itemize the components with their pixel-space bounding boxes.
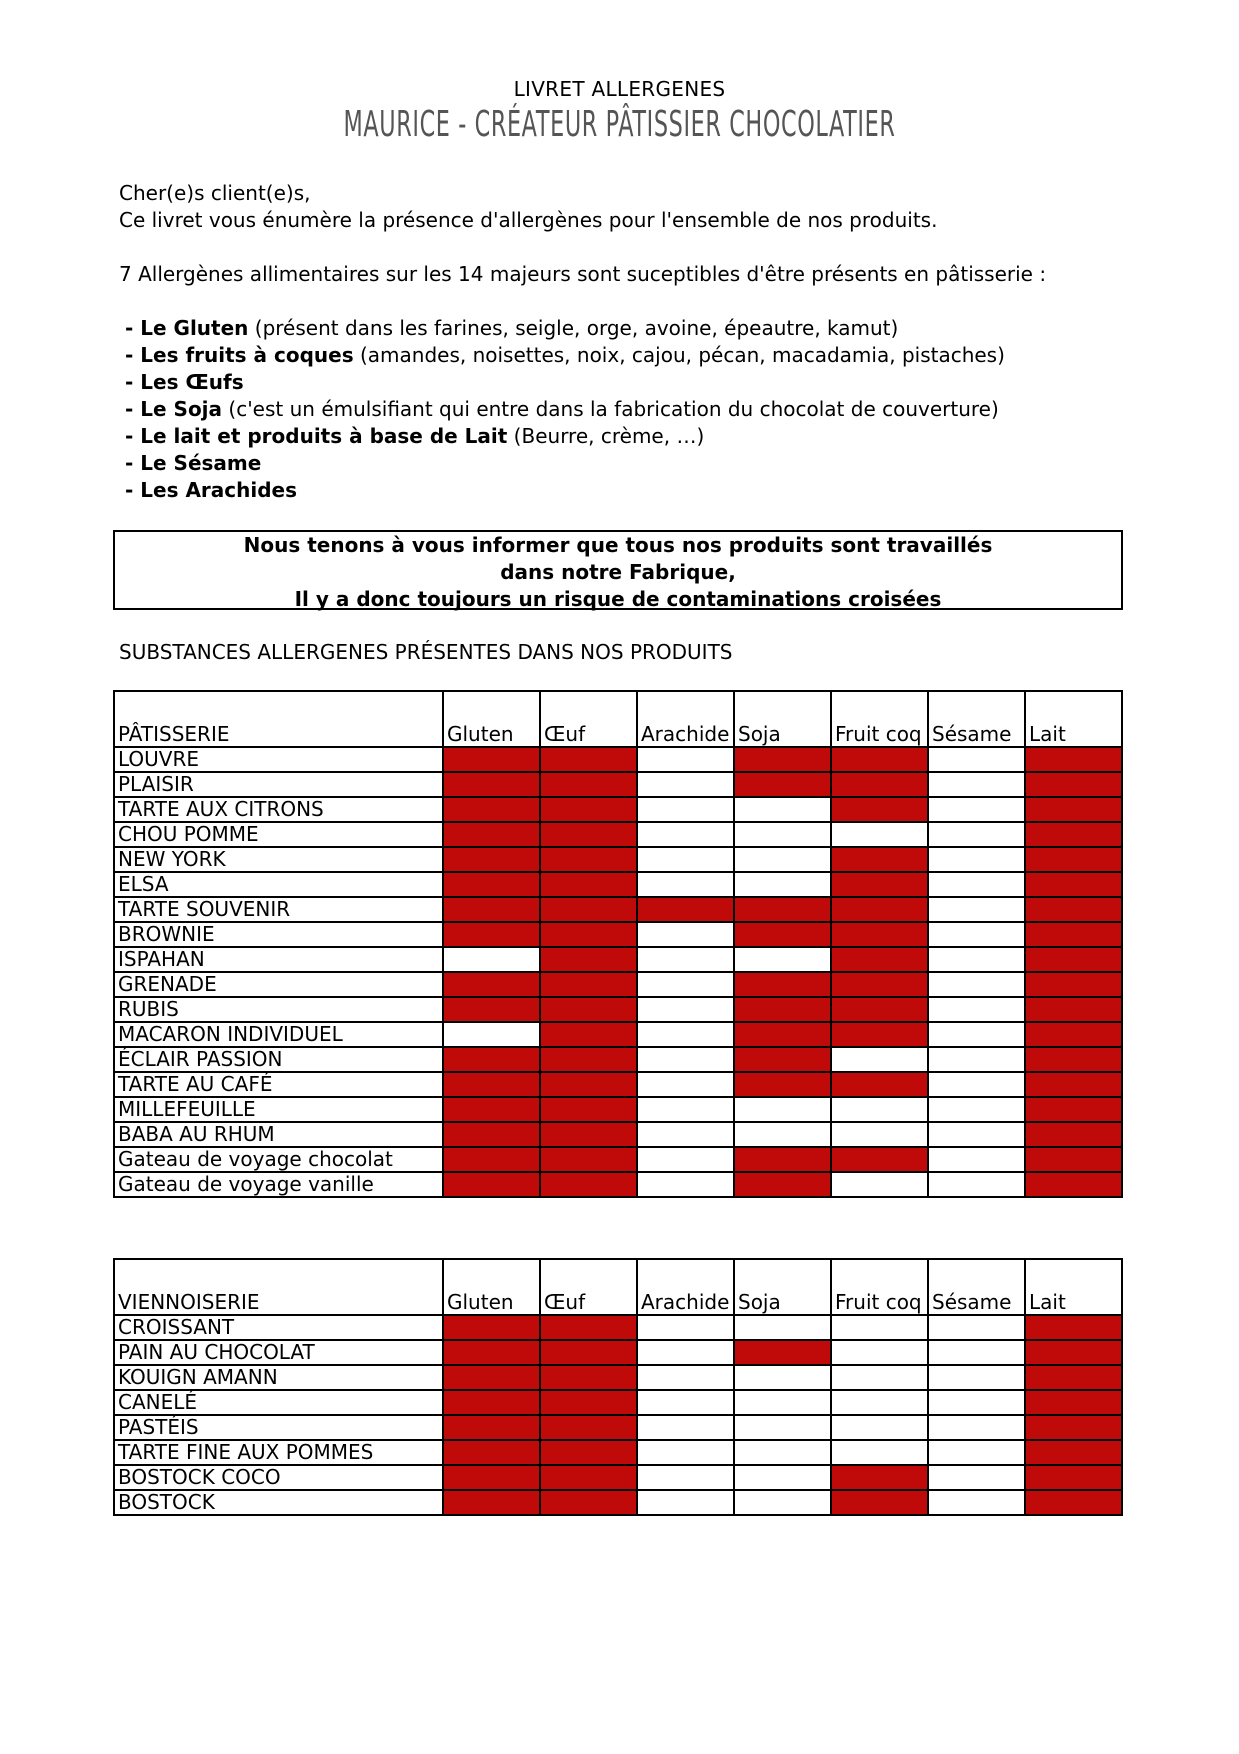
allergen-present-cell (831, 947, 928, 972)
allergen-absent-cell (734, 1097, 831, 1122)
allergen-present-cell (540, 1490, 637, 1515)
list-item: - Le Gluten (présent dans les farines, seigle, orge, avoine, épeautre, kamut) (125, 316, 899, 340)
table-row (114, 1490, 1122, 1515)
allergen-present-cell (443, 1172, 540, 1197)
allergen-present-cell (831, 1490, 928, 1515)
product-name: GRENADE (114, 972, 443, 997)
allergen-present-cell (1025, 972, 1122, 997)
allergen-present-cell (1025, 1415, 1122, 1440)
allergen-present-cell (1025, 1490, 1122, 1515)
table-row (114, 1147, 1122, 1172)
allergen-absent-cell (637, 747, 734, 772)
allergen-absent-cell (928, 897, 1025, 922)
allergen-absent-cell (637, 997, 734, 1022)
allergen-present-cell (540, 1465, 637, 1490)
allergen-absent-cell (637, 1365, 734, 1390)
list-item: - Les Œufs (125, 370, 244, 394)
allergen-present-cell (1025, 1340, 1122, 1365)
allergen-present-cell (540, 972, 637, 997)
allergen-absent-cell (637, 1072, 734, 1097)
table-row (114, 922, 1122, 947)
allergen-absent-cell (637, 1047, 734, 1072)
allergen-absent-cell (734, 847, 831, 872)
allergen-present-cell (734, 1172, 831, 1197)
allergen-present-cell (540, 1147, 637, 1172)
product-name: TARTE SOUVENIR (114, 897, 443, 922)
allergen-present-cell (443, 1147, 540, 1172)
table-row (114, 1315, 1122, 1340)
product-name: BABA AU RHUM (114, 1122, 443, 1147)
product-name: BOSTOCK COCO (114, 1465, 443, 1490)
column-header: Sésame (928, 691, 1025, 747)
allergen-absent-cell (928, 1315, 1025, 1340)
allergen-present-cell (443, 1365, 540, 1390)
list-item: - Le Sésame (125, 451, 262, 475)
allergen-present-cell (734, 897, 831, 922)
allergen-present-cell (1025, 1365, 1122, 1390)
allergen-absent-cell (637, 822, 734, 847)
allergen-present-cell (1025, 1047, 1122, 1072)
allergen-absent-cell (831, 1340, 928, 1365)
allergen-present-cell (831, 1147, 928, 1172)
column-header: Soja (734, 691, 831, 747)
allergen-absent-cell (831, 1440, 928, 1465)
allergen-present-cell (1025, 997, 1122, 1022)
allergen-present-cell (540, 1390, 637, 1415)
allergen-present-cell (443, 797, 540, 822)
allergen-present-cell (734, 972, 831, 997)
product-name: PASTÉIS (114, 1415, 443, 1440)
allergen-present-cell (734, 997, 831, 1022)
allergen-present-cell (443, 1415, 540, 1440)
product-name: ISPAHAN (114, 947, 443, 972)
table-row (114, 797, 1122, 822)
allergen-absent-cell (831, 1047, 928, 1072)
allergen-present-cell (443, 922, 540, 947)
allergen-absent-cell (928, 872, 1025, 897)
allergen-absent-cell (637, 1440, 734, 1465)
table-row (114, 1365, 1122, 1390)
document-subtitle: MAURICE - CRÉATEUR PÂTISSIER CHOCOLATIER (343, 104, 896, 145)
allergen-absent-cell (637, 1022, 734, 1047)
allergen-present-cell (1025, 847, 1122, 872)
table-header-row (114, 1259, 1122, 1315)
allergen-absent-cell (928, 1415, 1025, 1440)
column-header: Œuf (540, 1259, 637, 1315)
allergen-present-cell (443, 1122, 540, 1147)
allergen-present-cell (540, 772, 637, 797)
allergen-present-cell (734, 1340, 831, 1365)
product-name: LOUVRE (114, 747, 443, 772)
allergen-present-cell (540, 847, 637, 872)
allergen-absent-cell (637, 947, 734, 972)
allergen-absent-cell (637, 1147, 734, 1172)
category-header: PÂTISSERIE (114, 691, 443, 747)
allergen-absent-cell (637, 922, 734, 947)
allergen-absent-cell (928, 1047, 1025, 1072)
product-name: MILLEFEUILLE (114, 1097, 443, 1122)
intro-text (119, 180, 1046, 288)
allergen-present-cell (1025, 1440, 1122, 1465)
allergen-absent-cell (831, 1415, 928, 1440)
allergen-present-cell (540, 1340, 637, 1365)
allergen-absent-cell (928, 947, 1025, 972)
allergen-absent-cell (928, 922, 1025, 947)
product-name: CROISSANT (114, 1315, 443, 1340)
product-name: ÉCLAIR PASSION (114, 1047, 443, 1072)
allergen-absent-cell (443, 947, 540, 972)
allergen-absent-cell (831, 1097, 928, 1122)
allergen-present-cell (1025, 922, 1122, 947)
allergen-present-cell (540, 872, 637, 897)
table-row (114, 1465, 1122, 1490)
allergen-absent-cell (637, 797, 734, 822)
allergen-present-cell (734, 747, 831, 772)
column-header: Lait (1025, 691, 1122, 747)
allergen-absent-cell (928, 1390, 1025, 1415)
table-row (114, 1122, 1122, 1147)
allergen-absent-cell (734, 947, 831, 972)
product-name: TARTE FINE AUX POMMES (114, 1440, 443, 1465)
allergen-present-cell (1025, 772, 1122, 797)
allergen-absent-cell (734, 1465, 831, 1490)
allergen-present-cell (1025, 1122, 1122, 1147)
notice-line-2: dans notre Fabrique, (500, 560, 736, 584)
category-header: VIENNOISERIE (114, 1259, 443, 1315)
product-name: ELSA (114, 872, 443, 897)
allergen-absent-cell (734, 1122, 831, 1147)
table-row (114, 972, 1122, 997)
allergen-present-cell (1025, 1315, 1122, 1340)
allergen-present-cell (1025, 1390, 1122, 1415)
allergen-present-cell (831, 972, 928, 997)
allergen-present-cell (734, 922, 831, 947)
table-row (114, 1047, 1122, 1072)
allergen-absent-cell (831, 1122, 928, 1147)
allergen-absent-cell (928, 1465, 1025, 1490)
allergen-absent-cell (637, 1390, 734, 1415)
allergen-absent-cell (734, 1440, 831, 1465)
allergen-absent-cell (734, 822, 831, 847)
column-header: Arachide (637, 691, 734, 747)
allergen-absent-cell (734, 872, 831, 897)
product-name: KOUIGN AMANN (114, 1365, 443, 1390)
allergen-absent-cell (928, 1072, 1025, 1097)
allergens-list (125, 315, 1005, 504)
allergen-absent-cell (734, 1490, 831, 1515)
allergen-absent-cell (637, 1315, 734, 1340)
allergen-absent-cell (928, 997, 1025, 1022)
spacer (119, 234, 1046, 261)
allergen-absent-cell (734, 1415, 831, 1440)
allergen-present-cell (831, 772, 928, 797)
table-row (114, 747, 1122, 772)
allergen-present-cell (443, 1490, 540, 1515)
table-row (114, 1097, 1122, 1122)
product-name: TARTE AUX CITRONS (114, 797, 443, 822)
allergen-present-cell (443, 872, 540, 897)
allergen-present-cell (540, 1022, 637, 1047)
list-item: - Le Soja (c'est un émulsifiant qui entre dans la fabrication du chocolat de couverture) (125, 397, 999, 421)
table-row (114, 772, 1122, 797)
allergen-present-cell (831, 797, 928, 822)
list-item: - Les fruits à coques (amandes, noisettes, noix, cajou, pécan, macadamia, pistaches) (125, 343, 1005, 367)
allergen-absent-cell (831, 1315, 928, 1340)
allergen-present-cell (443, 1047, 540, 1072)
allergen-absent-cell (928, 822, 1025, 847)
intro-line-1: Ce livret vous énumère la présence d'allergènes pour l'ensemble de nos produits. (119, 208, 938, 232)
allergen-absent-cell (637, 1465, 734, 1490)
allergen-present-cell (443, 822, 540, 847)
allergen-absent-cell (928, 972, 1025, 997)
product-name: BROWNIE (114, 922, 443, 947)
table-row (114, 897, 1122, 922)
allergen-present-cell (443, 972, 540, 997)
allergen-present-cell (443, 1072, 540, 1097)
column-header: Lait (1025, 1259, 1122, 1315)
allergen-present-cell (443, 1097, 540, 1122)
allergen-present-cell (443, 1390, 540, 1415)
allergen-absent-cell (928, 1365, 1025, 1390)
product-name: CANELÉ (114, 1390, 443, 1415)
allergen-present-cell (540, 897, 637, 922)
allergen-present-cell (831, 847, 928, 872)
allergen-absent-cell (928, 747, 1025, 772)
allergen-absent-cell (637, 847, 734, 872)
cross-contamination-notice (113, 530, 1123, 610)
column-header: Fruit coq (831, 691, 928, 747)
allergen-present-cell (1025, 747, 1122, 772)
table-row (114, 1172, 1122, 1197)
allergen-present-cell (1025, 1147, 1122, 1172)
allergen-absent-cell (928, 1340, 1025, 1365)
allergen-present-cell (540, 1047, 637, 1072)
product-name: Gateau de voyage vanille (114, 1172, 443, 1197)
table-row (114, 872, 1122, 897)
allergen-present-cell (540, 747, 637, 772)
table-row (114, 997, 1122, 1022)
product-name: NEW YORK (114, 847, 443, 872)
allergen-present-cell (443, 1315, 540, 1340)
product-name: CHOU POMME (114, 822, 443, 847)
column-header: Arachide (637, 1259, 734, 1315)
allergen-present-cell (443, 847, 540, 872)
notice-line-1: Nous tenons à vous informer que tous nos produits sont travaillés (243, 533, 993, 557)
column-header: Fruit coq (831, 1259, 928, 1315)
allergen-present-cell (443, 1340, 540, 1365)
column-header: Gluten (443, 1259, 540, 1315)
allergen-absent-cell (928, 797, 1025, 822)
document-title: LIVRET ALLERGENES (513, 77, 726, 101)
allergen-present-cell (1025, 872, 1122, 897)
allergen-absent-cell (734, 1390, 831, 1415)
column-header: Gluten (443, 691, 540, 747)
allergen-absent-cell (831, 1172, 928, 1197)
allergen-present-cell (734, 1047, 831, 1072)
allergen-absent-cell (637, 1097, 734, 1122)
notice-line-3: Il y a donc toujours un risque de contaminations croisées (294, 587, 942, 611)
product-name: RUBIS (114, 997, 443, 1022)
table-row (114, 1390, 1122, 1415)
allergen-absent-cell (928, 1097, 1025, 1122)
allergen-absent-cell (443, 1022, 540, 1047)
allergen-present-cell (637, 897, 734, 922)
product-name: PAIN AU CHOCOLAT (114, 1340, 443, 1365)
table-row (114, 1415, 1122, 1440)
allergen-absent-cell (928, 1440, 1025, 1465)
intro-line-2: 7 Allergènes allimentaires sur les 14 majeurs sont suceptibles d'être présents en pâtisserie : (119, 262, 1047, 286)
allergen-present-cell (831, 1072, 928, 1097)
product-name: BOSTOCK (114, 1490, 443, 1515)
allergen-absent-cell (831, 822, 928, 847)
allergen-absent-cell (637, 1340, 734, 1365)
allergen-absent-cell (928, 1490, 1025, 1515)
allergen-absent-cell (928, 1122, 1025, 1147)
allergen-present-cell (831, 747, 928, 772)
allergen-absent-cell (928, 1022, 1025, 1047)
allergen-absent-cell (831, 1390, 928, 1415)
allergen-present-cell (540, 822, 637, 847)
allergen-present-cell (734, 772, 831, 797)
allergen-present-cell (540, 1172, 637, 1197)
list-item: - Le lait et produits à base de Lait (Beurre, crème, …) (125, 424, 705, 448)
allergen-present-cell (1025, 1465, 1122, 1490)
allergen-present-cell (1025, 897, 1122, 922)
allergen-present-cell (1025, 1022, 1122, 1047)
list-item: - Les Arachides (125, 478, 298, 502)
allergen-absent-cell (928, 1147, 1025, 1172)
column-header: Sésame (928, 1259, 1025, 1315)
allergen-present-cell (540, 1315, 637, 1340)
allergen-present-cell (540, 1415, 637, 1440)
allergen-present-cell (831, 922, 928, 947)
table-row (114, 1072, 1122, 1097)
allergen-absent-cell (928, 847, 1025, 872)
allergen-present-cell (1025, 797, 1122, 822)
allergen-absent-cell (637, 1415, 734, 1440)
viennoiserie-allergen-table (113, 1258, 1123, 1516)
allergen-present-cell (734, 1072, 831, 1097)
allergen-absent-cell (637, 1122, 734, 1147)
allergen-present-cell (540, 1440, 637, 1465)
greeting: Cher(e)s client(e)s, (119, 181, 311, 205)
allergen-present-cell (1025, 947, 1122, 972)
table-row (114, 947, 1122, 972)
allergen-present-cell (540, 947, 637, 972)
allergen-present-cell (443, 997, 540, 1022)
allergen-present-cell (540, 1072, 637, 1097)
allergen-absent-cell (734, 1315, 831, 1340)
allergen-present-cell (540, 997, 637, 1022)
allergen-present-cell (443, 1440, 540, 1465)
allergen-present-cell (443, 1465, 540, 1490)
table-row (114, 822, 1122, 847)
allergen-present-cell (1025, 1072, 1122, 1097)
allergen-absent-cell (637, 872, 734, 897)
product-name: PLAISIR (114, 772, 443, 797)
allergen-present-cell (831, 872, 928, 897)
allergen-present-cell (831, 1022, 928, 1047)
allergen-absent-cell (637, 772, 734, 797)
allergen-absent-cell (831, 1365, 928, 1390)
allergen-present-cell (540, 797, 637, 822)
column-header: Soja (734, 1259, 831, 1315)
allergen-present-cell (443, 747, 540, 772)
allergen-present-cell (734, 1147, 831, 1172)
product-name: MACARON INDIVIDUEL (114, 1022, 443, 1047)
allergen-present-cell (831, 997, 928, 1022)
allergen-present-cell (443, 772, 540, 797)
product-name: TARTE AU CAFÉ (114, 1072, 443, 1097)
allergen-absent-cell (734, 797, 831, 822)
allergen-present-cell (540, 922, 637, 947)
allergen-present-cell (1025, 822, 1122, 847)
patisserie-allergen-table (113, 690, 1123, 1198)
allergen-present-cell (831, 1465, 928, 1490)
allergen-present-cell (443, 897, 540, 922)
allergen-absent-cell (637, 972, 734, 997)
allergen-present-cell (831, 897, 928, 922)
product-name: Gateau de voyage chocolat (114, 1147, 443, 1172)
allergen-absent-cell (928, 772, 1025, 797)
allergen-present-cell (540, 1365, 637, 1390)
allergen-present-cell (1025, 1172, 1122, 1197)
column-header: Œuf (540, 691, 637, 747)
allergen-absent-cell (637, 1172, 734, 1197)
table-row (114, 1022, 1122, 1047)
table-row (114, 1440, 1122, 1465)
allergen-absent-cell (637, 1490, 734, 1515)
allergen-present-cell (1025, 1097, 1122, 1122)
section-title: SUBSTANCES ALLERGENES PRÉSENTES DANS NOS PRODUITS (119, 640, 733, 664)
allergen-present-cell (540, 1097, 637, 1122)
table-row (114, 1340, 1122, 1365)
allergen-absent-cell (734, 1365, 831, 1390)
allergen-present-cell (734, 1022, 831, 1047)
allergen-present-cell (540, 1122, 637, 1147)
table-header-row (114, 691, 1122, 747)
allergen-absent-cell (928, 1172, 1025, 1197)
table-row (114, 847, 1122, 872)
